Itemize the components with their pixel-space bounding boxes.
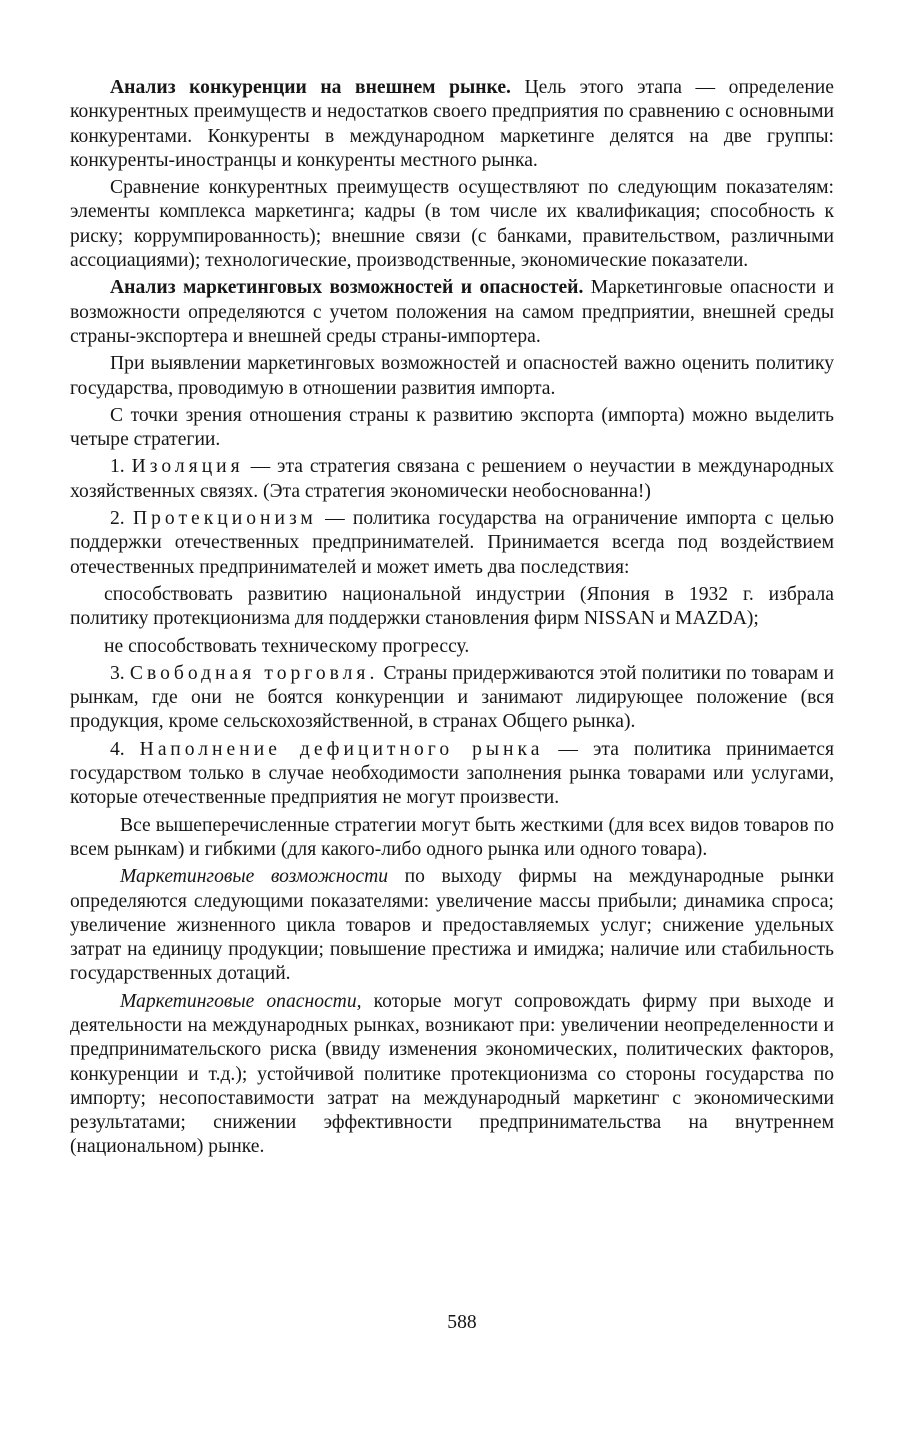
paragraph-text: Маркетинговые опасности и возможности определяются с учетом положения на самом предприятии, внешней среды страны-экспортера и внешней среды страны-импортера. [70,277,834,347]
strategy-term: Протекционизм [132,508,317,530]
strategy-text: — эта стратегия связана с решением о неучастии в международных хозяйственных связях. (Эта стратегия экономически необоснованна!) [70,456,834,502]
strategy-term: Свободная торговля. [129,662,379,684]
consequence-item-2 [70,635,834,659]
paragraph-text: не способствовать техническому прогрессу. [104,635,470,657]
paragraph-marketing-opportunities [70,865,834,986]
strategy-text: — эта политика принимается государством только в случае необходимости заполнения рынка товарами или услугами, которые отечественные предприятия не могут произвести. [70,738,834,809]
paragraph-rigid-flexible [70,814,834,863]
paragraph-text: С точки зрения отношения страны к развитию экспорта (импорта) можно выделить четыре стратегии. [70,404,834,451]
strategy-text: Страны придерживаются этой политики по товарам и рынкам, где они не боятся конкуренции и занимают лидирующее положение (вся продукция, кроме сельскохозяйственной, в странах Общего рынка). [70,662,834,733]
paragraph-opportunities-analysis [70,276,834,349]
paragraph-lead: Анализ конкуренции на внешнем рынке. [110,77,511,98]
paragraph-comparison [70,176,834,273]
strategy-text: — политика государства на ограничение импорта с целью поддержки отечественных предпринимателей. Принимается всегда под воздействием отечественных предпринимателей и может иметь два последствия: [70,508,834,578]
strategy-number: 1. [110,456,125,478]
paragraph-text: которые могут сопровождать фирму при выходе и деятельности на международных рынках, возникают при: увеличении неопределенности и предпринимательского риска (ввиду изменения экономических, политических факторов, конкуренции и т.д.); устойчивой политике протекционизма со стороны государства по импорту; несопоставимости затрат на международный маркетинг с экономическими результатами; снижении эффективности предпринимательства на внутреннем (национальном) рынке. [70,990,834,1158]
strategy-term: Наполнение дефицитного рынка [139,738,544,760]
paragraph-text: способствовать развитию национальной индустрии (Япония в 1932 г. избрала политику протекционизма для поддержки становления фирм NISSAN и MAZDA); [70,583,834,630]
paragraph-lead: Анализ маркетинговых возможностей и опасностей. [110,277,584,299]
paragraph-competition-analysis [70,76,834,173]
strategy-term: Изоляция [131,456,244,478]
paragraph-marketing-dangers [70,990,834,1160]
paragraph-four-strategies [70,404,834,453]
strategy-deficit-market [70,738,834,811]
strategy-protectionism [70,507,834,580]
strategy-number: 4. [110,738,125,760]
strategy-isolation [70,455,834,504]
paragraph-state-policy [70,352,834,401]
paragraph-text: Все вышеперечисленные стратегии могут быть жесткими (для всех видов товаров по всем рынкам) и гибкими (для какого-либо одного рынка или одного товара). [70,814,834,860]
strategy-free-trade [70,662,834,735]
paragraph-italic-lead: Маркетинговые опасности, [120,990,362,1012]
paragraph-text: по выходу фирмы на международные рынки определяются следующими показателями: увеличение массы прибыли; динамика спроса; увеличение жизненного цикла товаров и предоставляемых услуг; снижение удельных затрат на единицу продукции; повышение престижа и имиджа; наличие или стабильность государственных дотаций. [70,866,834,985]
strategy-number: 2. [110,508,125,530]
paragraph-text: Сравнение конкурентных преимуществ осуществляют по следующим показателям: элементы комплекса маркетинга; кадры (в том числе их квалификация; способность к риску; коррумпированность); внешние связи (с банками, правительством, различными ассоциациями); технологические, производственные, экономические показатели. [70,177,834,272]
page-number: 588 [447,1312,477,1333]
consequence-item-1 [70,583,834,632]
strategy-number: 3. [110,662,125,684]
paragraph-text: Цель этого этапа — определение конкурентных преимуществ и недостатков своего предприятия по сравнению с основными конкурентами. Конкуренты в международном маркетинге делятся на две группы: конкуренты-иностранцы и конкуренты местного рынка. [70,77,834,171]
paragraph-italic-lead: Маркетинговые возможности [120,866,389,888]
paragraph-text: При выявлении маркетинговых возможностей и опасностей важно оценить политику государства, проводимую в отношении развития импорта. [70,353,834,399]
